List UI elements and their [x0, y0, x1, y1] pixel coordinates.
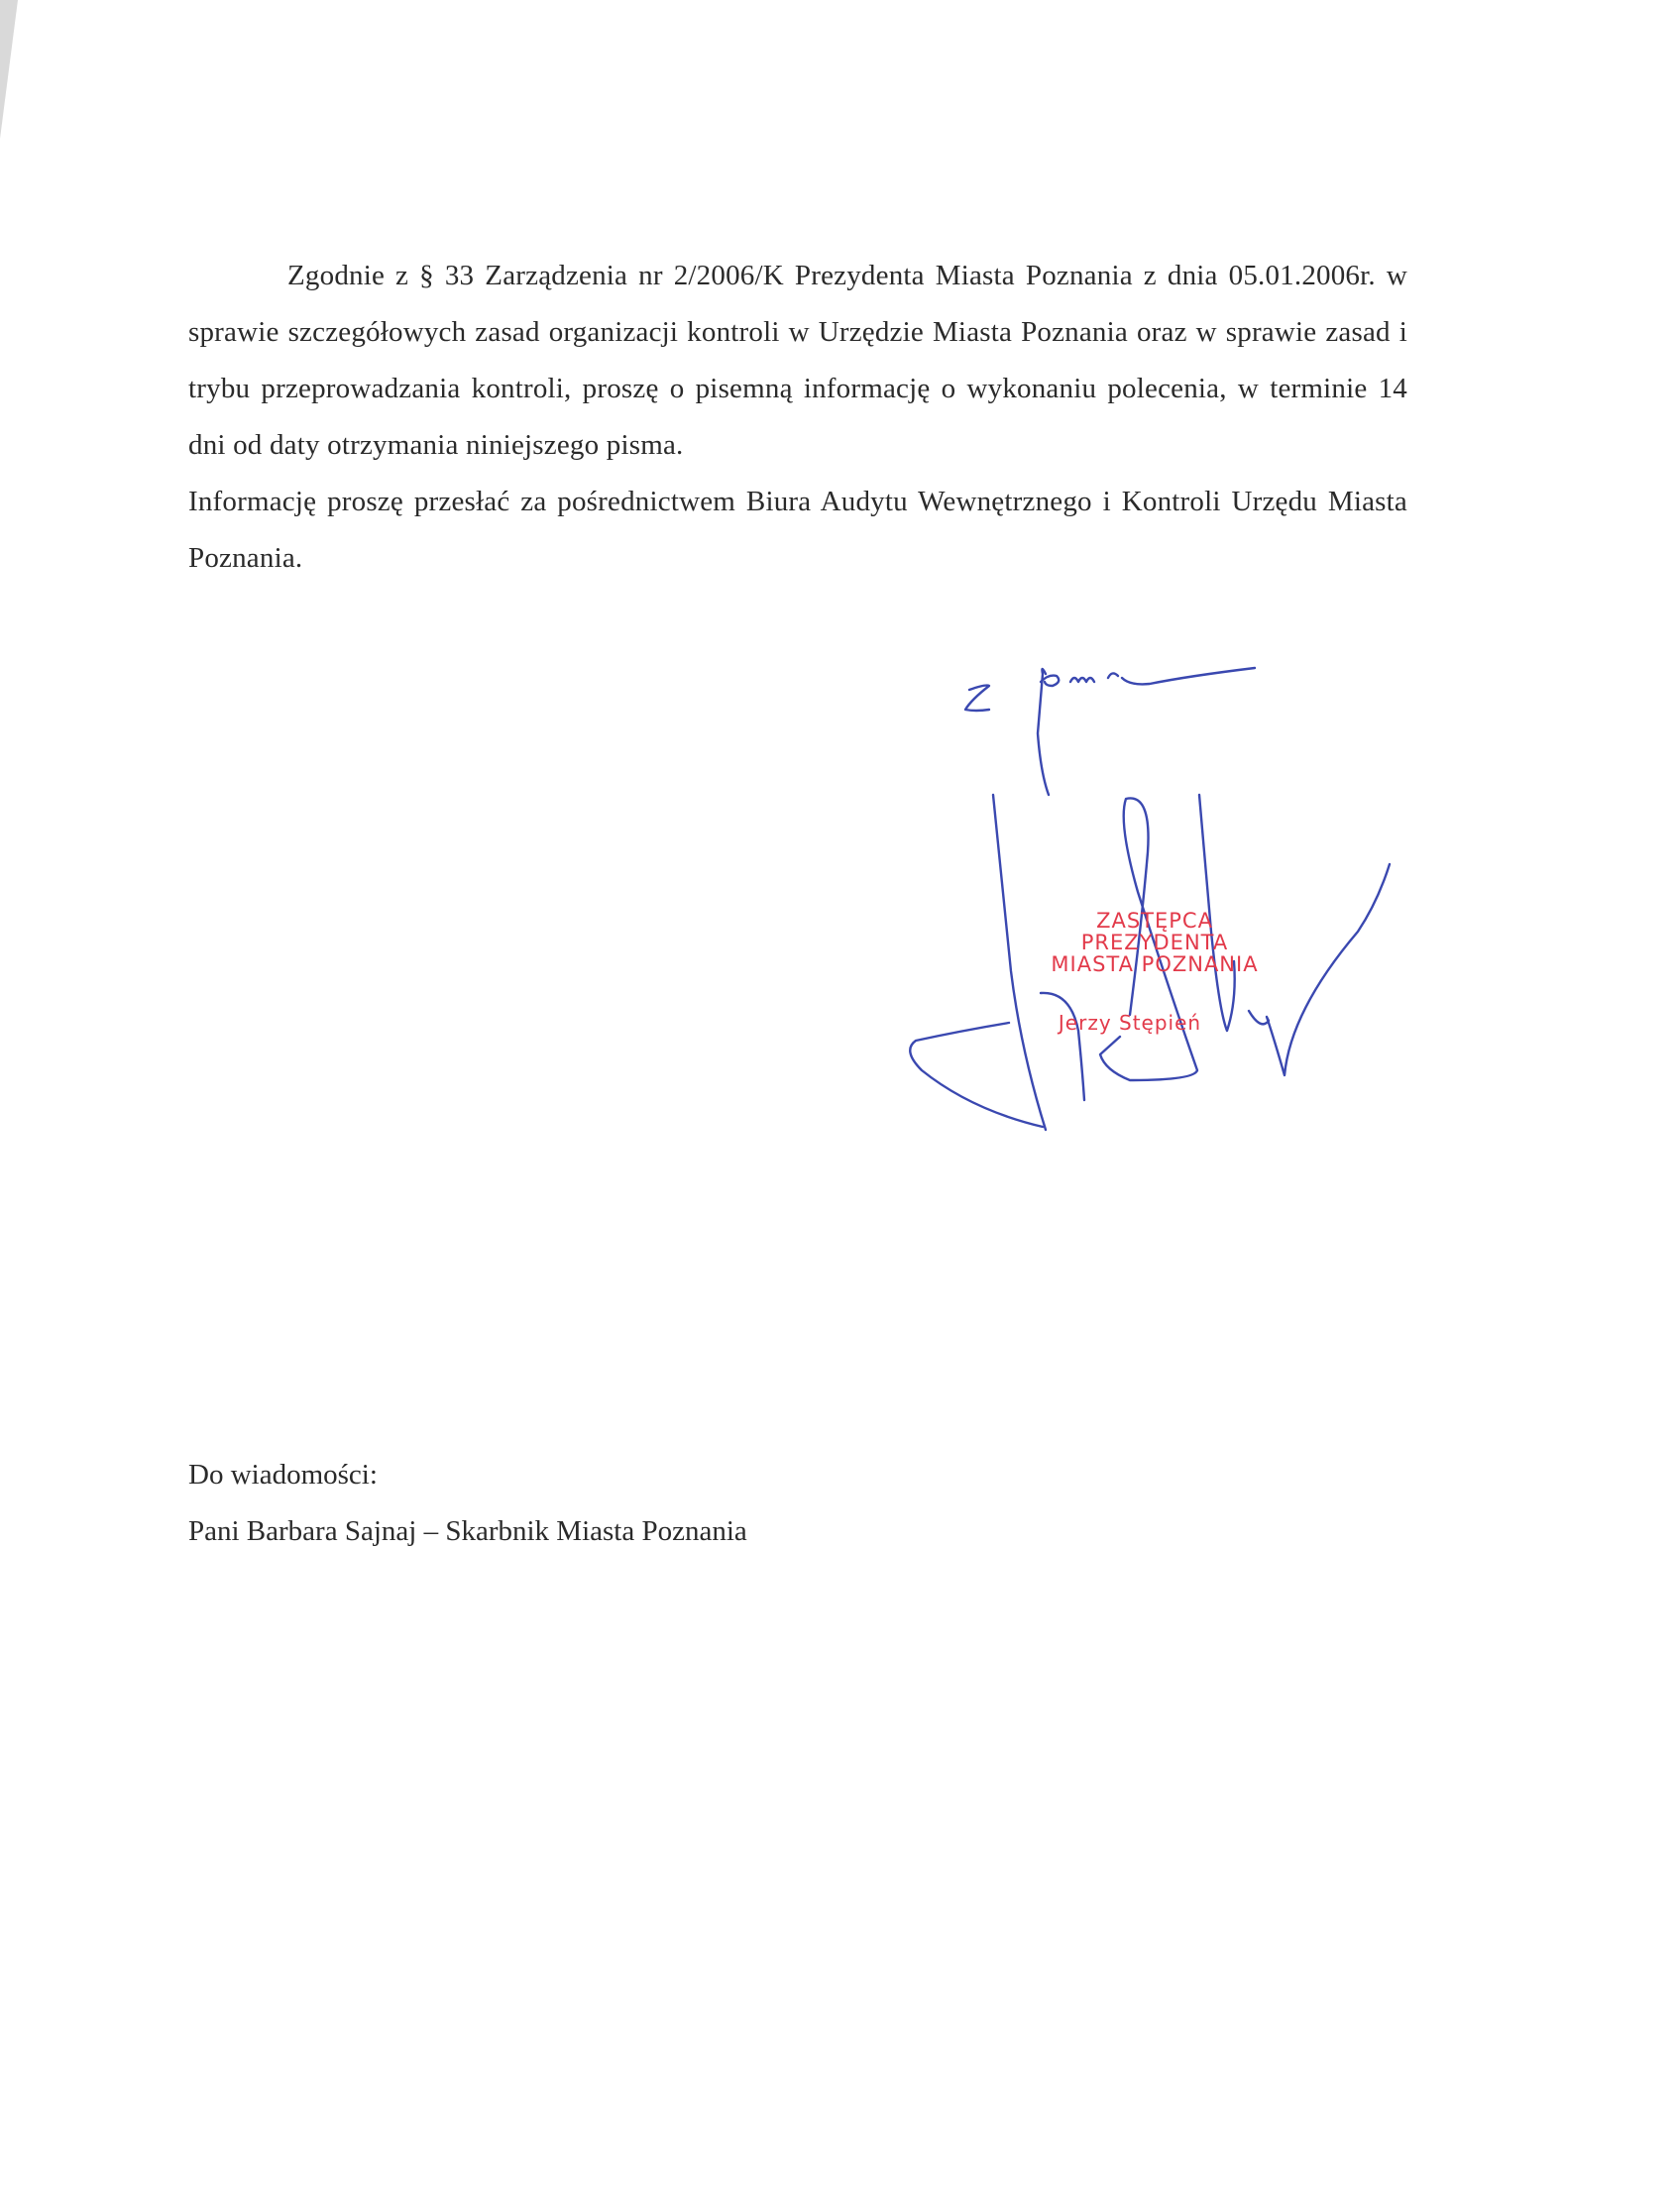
signature-block	[892, 634, 1566, 1150]
scan-corner-shadow	[0, 0, 18, 139]
stamp-line-1: ZASTĘPCA PREZYDENTA	[1080, 909, 1229, 954]
cc-block	[188, 1447, 747, 1560]
paragraph-request: Zgodnie z § 33 Zarządzenia nr 2/2006/K Prezydenta Miasta Poznania z dnia 05.01.2006r. w sprawie szczegółowych zasad organizacji kontroli w Urzędzie Miasta Poznania oraz w sprawie zasad i trybu przeprowadzania kontroli, proszę o pisemną informację o wykonaniu polecenia, w terminie 14 dni od daty otrzymania niniejszego pisma.	[188, 260, 1407, 461]
stamp-name: Jerzy Stępień	[1058, 1011, 1202, 1035]
cc-label: Do wiadomości:	[188, 1459, 378, 1491]
signature-stroke	[965, 686, 989, 712]
cc-recipient: Pani Barbara Sajnaj – Skarbnik Miasta Poznania	[188, 1515, 747, 1547]
signature-stroke	[1108, 673, 1118, 678]
handwritten-signature	[892, 634, 1566, 1150]
signature-stroke	[1070, 678, 1094, 682]
stamp-title	[1031, 910, 1279, 975]
paragraph-submission: Informację proszę przesłać za pośrednictwem Biura Audytu Wewnętrznego i Kontroli Urzędu Miasta Poznania.	[188, 486, 1407, 574]
stamp-line-2: MIASTA POZNANIA	[1051, 952, 1259, 976]
signature-stroke	[1038, 669, 1049, 795]
signature-stroke	[1041, 993, 1084, 1100]
letter-body	[188, 248, 1407, 587]
signature-stroke	[1122, 668, 1255, 684]
